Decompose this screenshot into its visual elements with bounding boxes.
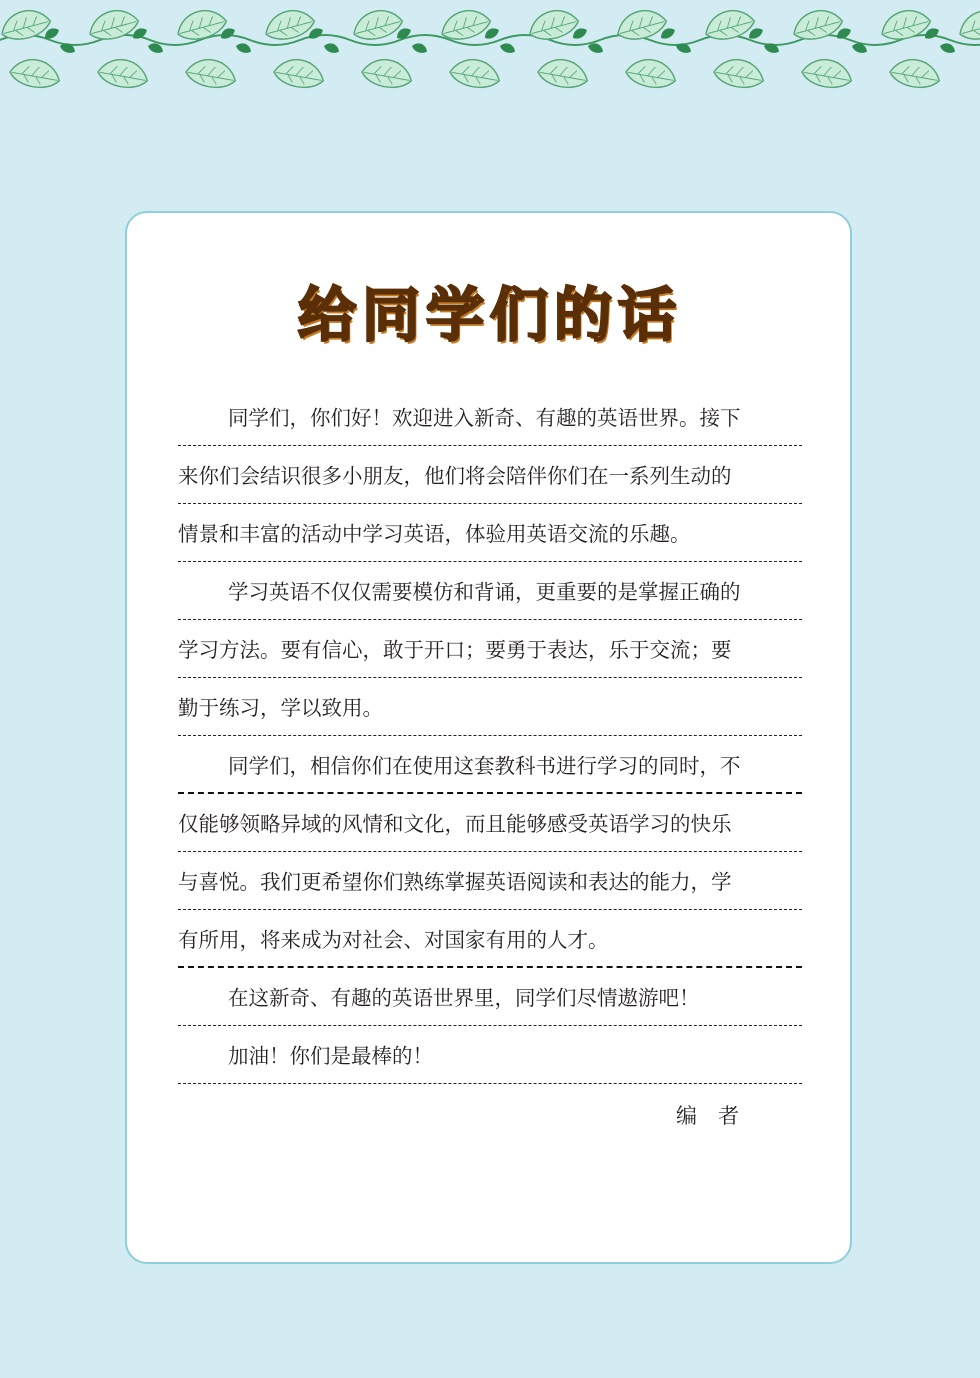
text-line: 学习方法。要有信心，敢于开口；要勇于表达，乐于交流；要 — [178, 622, 802, 678]
text-line: 同学们，你们好！欢迎进入新奇、有趣的英语世界。接下 — [178, 390, 802, 446]
text-line: 勤于练习，学以致用。 — [178, 680, 802, 736]
text-line: 情景和丰富的活动中学习英语，体验用英语交流的乐趣。 — [178, 506, 802, 562]
signature: 编 者 — [676, 1104, 739, 1128]
text-line: 与喜悦。我们更希望你们熟练掌握英语阅读和表达的能力，学 — [178, 854, 802, 910]
text-line: 仅能够领略异域的风情和文化，而且能够感受英语学习的快乐 — [178, 796, 802, 852]
text-line: 加油！你们是最棒的！ — [178, 1028, 802, 1084]
text-line: 同学们，相信你们在使用这套教科书进行学习的同时，不 — [178, 738, 802, 794]
text-line: 有所用，将来成为对社会、对国家有用的人才。 — [178, 912, 802, 968]
leaf-border-decoration — [0, 0, 980, 100]
text-line: 在这新奇、有趣的英语世界里，同学们尽情遨游吧！ — [178, 970, 802, 1026]
letter-body — [178, 390, 802, 1086]
page-title: 给同学们的话 — [297, 281, 682, 349]
text-line: 来你们会结识很多小朋友，他们将会陪伴你们在一系列生动的 — [178, 448, 802, 504]
text-line: 学习英语不仅仅需要模仿和背诵，更重要的是掌握正确的 — [178, 564, 802, 620]
